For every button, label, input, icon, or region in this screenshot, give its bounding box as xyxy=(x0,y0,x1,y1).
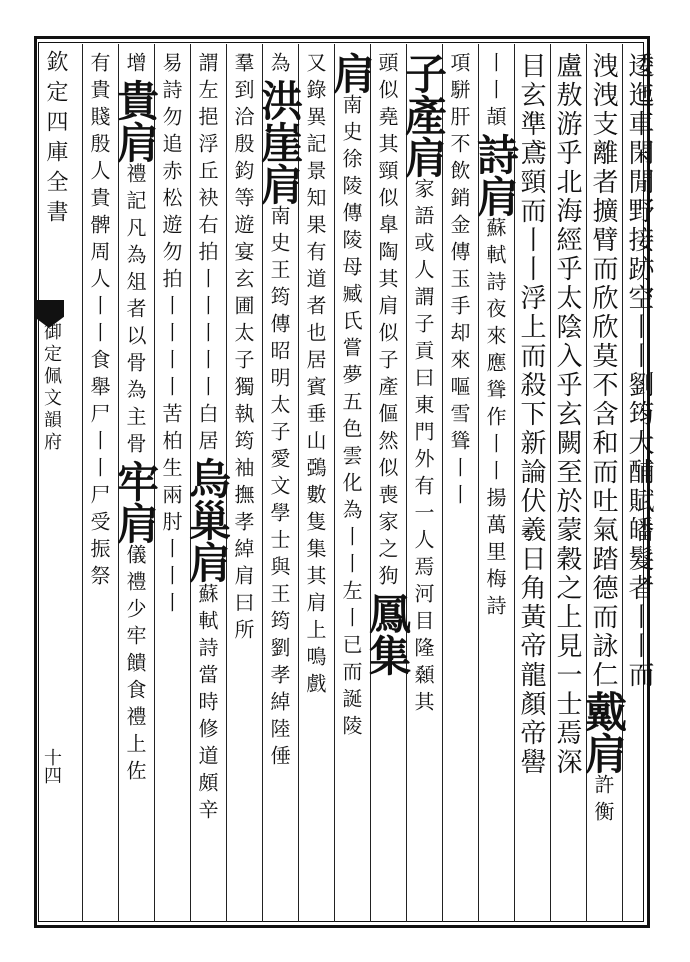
column-text: 有貴賤殷人貴髀周人丨丨 xyxy=(87,52,111,349)
column-text: 南史徐陵傳陵母臧氏嘗夢五色雲化為丨丨左丨已而誕陵 xyxy=(339,94,363,742)
text-column xyxy=(327,52,376,742)
headword: 詩肩 xyxy=(471,133,520,217)
column-text: 頭似堯其頸似臯陶其肩似子產傴然似喪家之狗 xyxy=(375,52,399,592)
headword: 洪崖肩 xyxy=(255,79,304,205)
text-column xyxy=(444,52,474,511)
column-rule xyxy=(550,44,551,922)
text-column xyxy=(579,52,628,828)
column-text: 許衡 xyxy=(591,774,615,828)
column-text: 不飲銷金傳玉手却來嘔雪聳丨丨 xyxy=(447,133,471,511)
column-text: 禮記凡為俎者以骨為主骨 xyxy=(123,163,147,460)
headword: 戴肩 xyxy=(579,690,628,774)
headword: 肩 xyxy=(327,52,376,94)
book-title: 御定佩文韻府 xyxy=(41,322,62,454)
edge-top-label: 欽定四庫全書 xyxy=(43,50,68,230)
text-column xyxy=(300,52,330,700)
column-rule xyxy=(82,44,83,922)
column-text: 洩洩支離者擴臂而欣欣莫不含和而吐氣踏德而詠仁 xyxy=(588,52,618,690)
column-rule xyxy=(586,44,587,922)
headword: 子產肩 xyxy=(399,52,448,178)
column-text: 儀禮少牢饋食禮上佐 xyxy=(123,544,147,787)
column-text: 盧敖游乎北海經乎太陰入乎玄闕至於蒙穀之上見一士焉深 xyxy=(552,52,582,777)
column-text: 逶迤車閑閒野接跡空丨丨劉筠大酺賦皤髮者丨丨而 xyxy=(624,52,654,690)
column-rule xyxy=(622,44,623,922)
headword: 鳳集 xyxy=(363,592,412,676)
column-text: 蘇軾詩當時修道頗辛 xyxy=(195,583,219,826)
column-text: 易詩勿追赤松遊勿拍丨丨丨丨 xyxy=(159,52,183,403)
text-column xyxy=(255,52,304,772)
column-text: 食舉尸丨丨尸受振祭 xyxy=(87,349,111,592)
column-text: 蘇軾詩夜來應聳作丨丨揚萬里梅詩 xyxy=(483,217,507,622)
headword: 牢肩 xyxy=(111,460,160,544)
column-rule xyxy=(334,44,335,922)
column-text: 到洽殷鈞等遊宴玄圃太子獨執筠袖撫孝綽肩曰所 xyxy=(231,79,255,646)
headword: 烏巢肩 xyxy=(183,457,232,583)
text-column xyxy=(552,52,582,777)
column-text: 丨丨頡 xyxy=(483,52,507,133)
text-column xyxy=(156,52,186,619)
column-text: 目玄準鳶頸而丨丨浮上而殺下新論伏羲日角黃帝龍顏帝嚳 xyxy=(516,52,546,777)
page-number: 十四 xyxy=(41,748,62,784)
text-column xyxy=(624,52,654,690)
headword: 貴肩 xyxy=(111,79,160,163)
column-text: 為 xyxy=(267,52,291,79)
column-text: 又錄異記景知果有道者也居賓垂山鵶數隻集其肩上鳴戲 xyxy=(303,52,327,700)
page-edge-column xyxy=(34,44,68,924)
text-column xyxy=(363,52,412,676)
column-text: 增 xyxy=(123,52,147,79)
column-text: 謂左挹浮丘袂右拍丨丨丨丨丨白居 xyxy=(195,52,219,457)
column-text: 苦柏生兩肘丨丨丨 xyxy=(159,403,183,619)
text-column xyxy=(84,52,114,592)
text-column xyxy=(111,52,160,787)
column-text: 羣 xyxy=(231,52,255,79)
column-rule xyxy=(370,44,371,922)
column-text: 家語或人謂子貢曰東門外有一人焉河目隆顙其 xyxy=(411,178,435,718)
text-column xyxy=(228,52,258,646)
text-column xyxy=(516,52,546,777)
text-column xyxy=(399,52,448,718)
text-column xyxy=(471,52,520,622)
text-column xyxy=(183,52,232,826)
column-text: 項駢肝 xyxy=(447,52,471,133)
column-text: 南史王筠傳昭明太子愛文學士與王筠劉孝綽陸倕 xyxy=(267,205,291,772)
